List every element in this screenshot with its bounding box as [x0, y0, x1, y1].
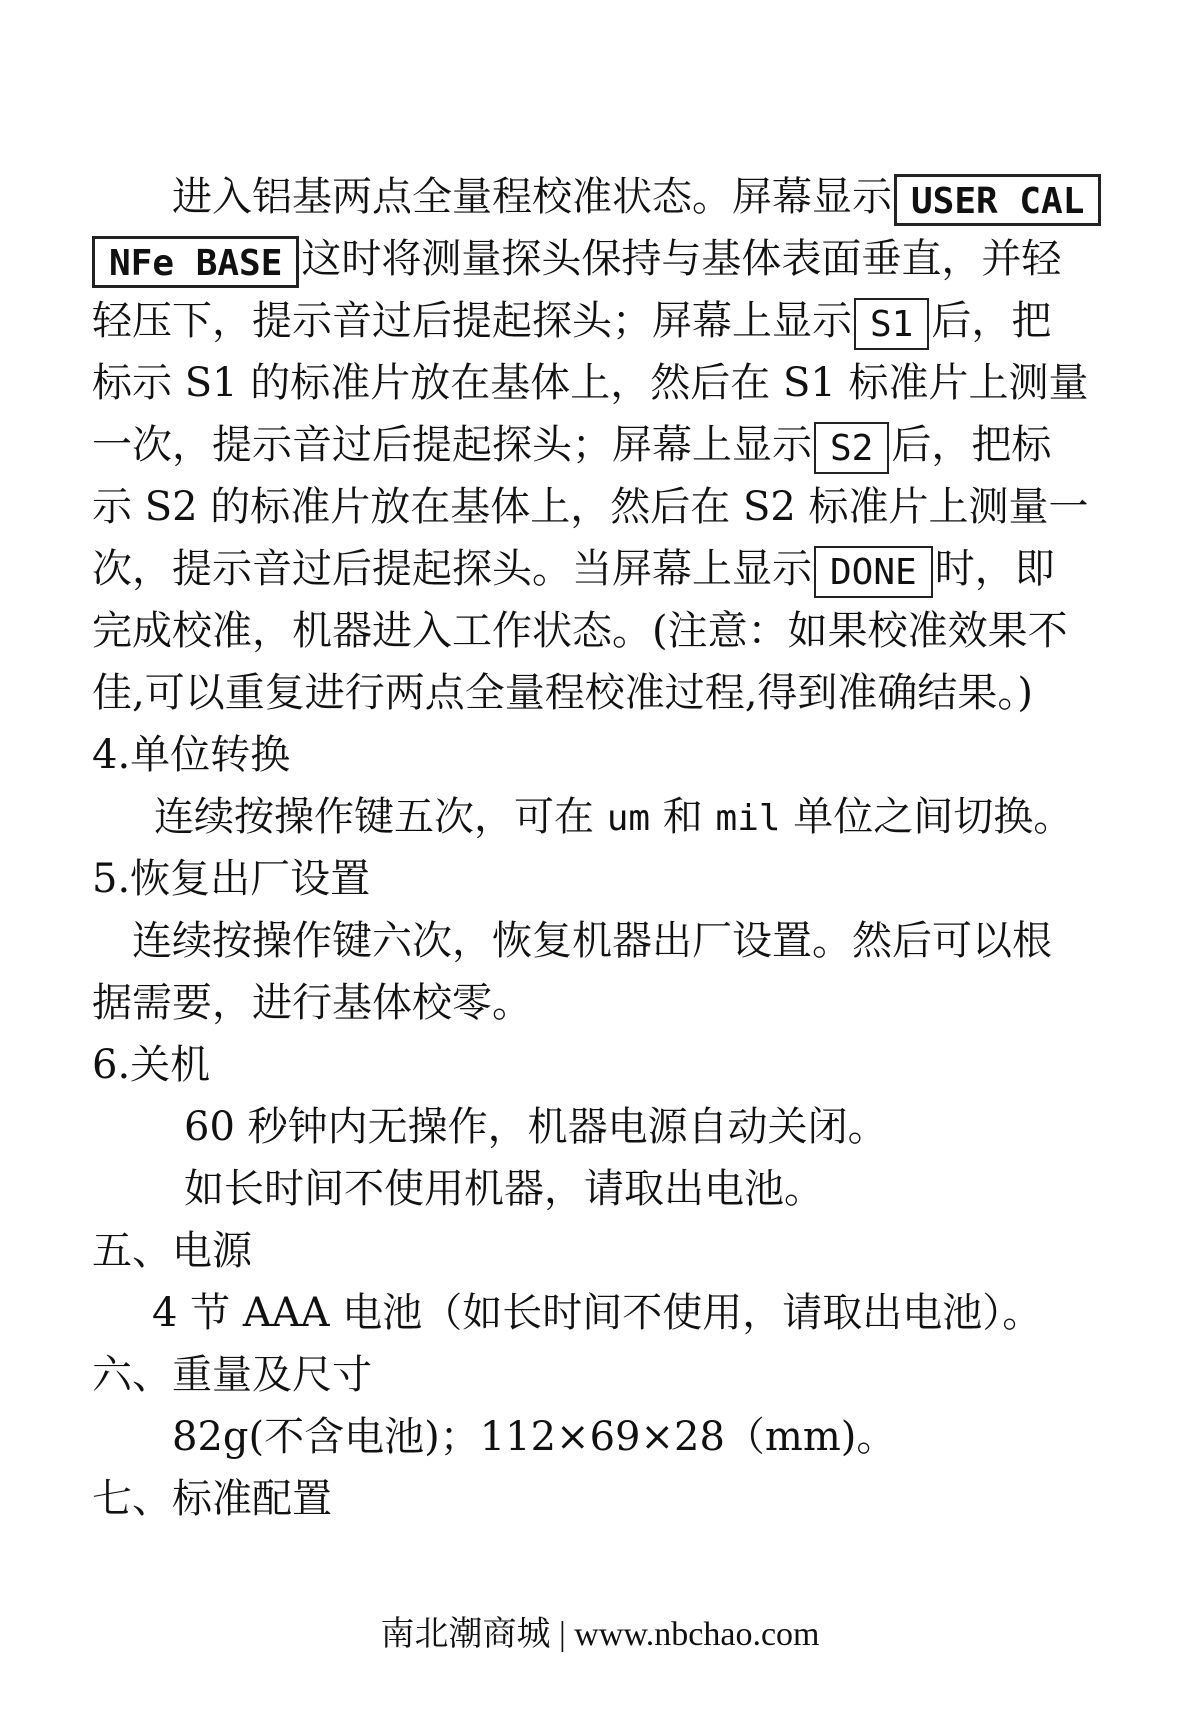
para1-line-8-text: 完成校准，机器进入工作状态。(注意：如果校准效果不: [92, 608, 1068, 654]
screen-text-done: DONE: [814, 546, 933, 598]
sec4-body-a: 连续按操作键五次，可在: [154, 794, 594, 840]
sec6-body-line-1: 60 秒钟内无操作，机器电源自动关闭。: [184, 1104, 888, 1150]
para1-line-4: [92, 352, 1112, 414]
unit-um: um: [606, 798, 651, 839]
weight-heading: 六、重量及尺寸: [92, 1352, 372, 1398]
para1-line-9-text: 佳,可以重复进行两点全量程校准过程,得到准确结果。): [92, 670, 1034, 716]
sec5-heading: 5.恢复出厂设置: [92, 856, 371, 902]
sec6-heading: 6.关机: [92, 1042, 211, 1088]
sec5-body-line-2: 据需要，进行基体校零。: [92, 980, 532, 1026]
para1-line-6: [92, 476, 1112, 538]
para1-line-3: [92, 290, 1112, 352]
power-heading: 五、电源: [92, 1228, 252, 1274]
para1-line-7-text-a: 次，提示音过后提起探头。当屏幕上显示: [92, 546, 812, 592]
para1-line-5: [92, 414, 1112, 476]
para1-line-8: [92, 600, 1112, 662]
screen-text-nfe-base: NFe BASE: [92, 236, 299, 288]
config-heading: 七、标准配置: [92, 1476, 332, 1522]
para1-line-7: [92, 538, 1112, 600]
footer-watermark: 南北潮商城 | www.nbchao.com: [380, 1616, 820, 1653]
sec5-body-line-1: 连续按操作键六次，恢复机器出厂设置。然后可以根: [132, 918, 1052, 964]
para1-line-3-text-b: 后，把: [931, 298, 1052, 344]
screen-text-s2: S2: [814, 422, 889, 474]
para1-line-3-text-a: 轻压下，提示音过后提起探头；屏幕上显示: [92, 298, 852, 344]
sec4-body-b: 和: [662, 794, 703, 840]
para1-line-1-text: 进入铝基两点全量程校准状态。屏幕显示: [172, 174, 892, 220]
para1-line-4-text: 标示 S1 的标准片放在基体上，然后在 S1 标准片上测量: [92, 360, 1089, 406]
para1-line-1: [172, 166, 1112, 228]
weight-body: 82g(不含电池)；112×69×28（mm)。: [172, 1414, 897, 1460]
para1-line-6-text: 示 S2 的标准片放在基体上，然后在 S2 标准片上测量一: [92, 484, 1089, 530]
para1-line-7-text-b: 时，即: [934, 546, 1055, 592]
screen-text-s1: S1: [854, 298, 929, 350]
para1-line-2: [92, 228, 1112, 290]
para1-line-5-text-b: 后，把标: [891, 422, 1052, 468]
sec4-body: [154, 786, 1112, 848]
para1-line-9: [92, 662, 1112, 724]
screen-text-user-cal: USER CAL: [894, 174, 1101, 226]
para1-line-5-text-a: 一次，提示音过后提起探头；屏幕上显示: [92, 422, 812, 468]
para1-line-2-text: 这时将测量探头保持与基体表面垂直，并轻: [301, 236, 1062, 282]
sec4-heading: 4.单位转换: [92, 732, 291, 778]
unit-mil: mil: [715, 798, 781, 839]
sec6-body-line-2: 如长时间不使用机器，请取出电池。: [184, 1166, 824, 1212]
power-body: 4 节 AAA 电池（如长时间不使用，请取出电池）。: [152, 1290, 1043, 1336]
sec4-body-c: 单位之间切换。: [793, 794, 1074, 840]
